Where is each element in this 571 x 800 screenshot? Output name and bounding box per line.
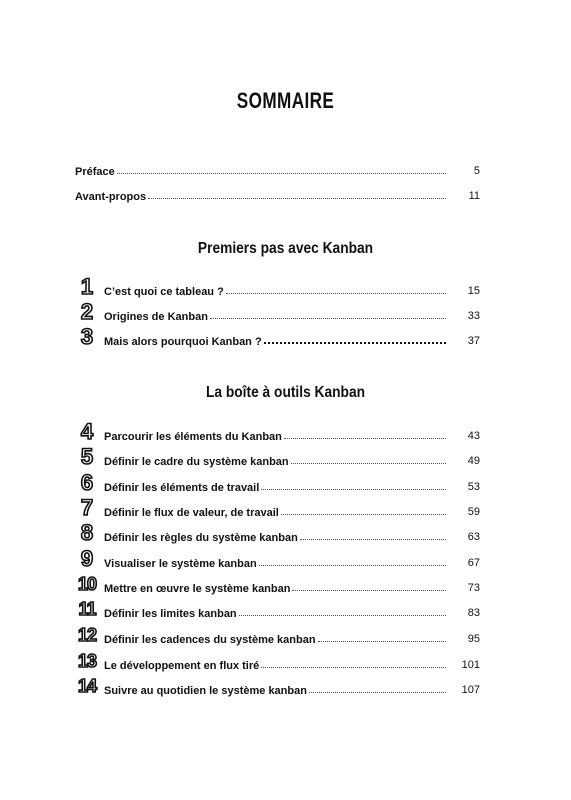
entry-label: Définir les cadences du système kanban: [104, 634, 316, 646]
chapter-number-badge: 4: [80, 419, 94, 444]
dot-leader: [300, 538, 446, 540]
entry-label: Parcourir les éléments du Kanban: [104, 431, 282, 443]
chapter-number-badge: 1: [80, 274, 94, 299]
dot-leader: [259, 564, 446, 566]
chapter-number-badge: 9: [80, 546, 94, 571]
toc-entry-chapter-14[interactable]: [104, 679, 480, 697]
chapter-number-badge: 12: [77, 625, 97, 645]
entry-page-number: 43: [467, 430, 480, 442]
entry-page-number: 107: [461, 684, 480, 696]
entry-label: Suivre au quotidien le système kanban: [104, 685, 307, 697]
dot-leader: [210, 317, 446, 319]
section-title-boite-a-outils: La boîte à outils Kanban: [205, 384, 366, 401]
entry-page-number: 5: [473, 165, 480, 177]
dot-leader: [309, 691, 446, 693]
dot-leader: [291, 462, 446, 464]
entry-page-number: 59: [467, 506, 480, 518]
chapter-number-badge: 10: [77, 574, 97, 594]
toc-entry-chapter-9[interactable]: [104, 552, 480, 570]
toc-entry-chapter-6[interactable]: [104, 476, 480, 494]
entry-label: Avant-propos: [75, 191, 147, 203]
entry-label: Mettre en œuvre le système kanban: [104, 583, 291, 595]
dot-leader: [261, 488, 446, 490]
entry-label: Visualiser le système kanban: [104, 558, 257, 570]
entry-page-number: 73: [467, 582, 480, 594]
toc-entry-avant-propos[interactable]: [75, 185, 480, 203]
toc-entry-chapter-8[interactable]: [104, 526, 480, 544]
entry-page-number: 15: [467, 285, 480, 297]
dot-leader: [281, 513, 446, 515]
dot-leader: [292, 589, 446, 591]
entry-label: Définir les éléments de travail: [104, 482, 260, 494]
toc-entry-chapter-7[interactable]: [104, 501, 480, 519]
chapter-number-badge: 11: [78, 599, 96, 619]
toc-entry-chapter-10[interactable]: [104, 577, 480, 595]
dot-leader: [264, 341, 446, 344]
entry-page-number: 95: [467, 633, 480, 645]
chapter-number-badge: 7: [80, 495, 94, 520]
entry-label: Mais alors pourquoi Kanban ?: [104, 336, 262, 348]
entry-page-number: 83: [467, 607, 480, 619]
section-title-premiers-pas: Premiers pas avec Kanban: [197, 240, 374, 257]
toc-entry-chapter-4[interactable]: [104, 425, 480, 443]
dot-leader: [148, 197, 446, 199]
entry-page-number: 37: [467, 335, 480, 347]
toc-entry-chapter-2[interactable]: [104, 305, 480, 323]
chapter-number-badge: 6: [80, 470, 94, 495]
entry-page-number: 11: [468, 190, 480, 202]
dot-leader: [226, 292, 446, 294]
entry-label: Définir les limites kanban: [104, 608, 237, 620]
entry-label: Définir le flux de valeur, de travail: [104, 507, 279, 519]
entry-page-number: 63: [467, 531, 480, 543]
toc-entry-chapter-5[interactable]: [104, 450, 480, 468]
toc-entry-chapter-1[interactable]: [104, 280, 480, 298]
entry-label: Définir le cadre du système kanban: [104, 456, 289, 468]
entry-label: Définir les règles du système kanban: [104, 532, 298, 544]
chapter-number-badge: 8: [80, 520, 94, 545]
entry-page-number: 101: [461, 659, 480, 671]
entry-label: C’est quoi ce tableau ?: [104, 286, 224, 298]
toc-entry-preface[interactable]: [75, 160, 480, 178]
chapter-number-badge: 5: [80, 444, 94, 469]
toc-entry-chapter-13[interactable]: [104, 654, 480, 672]
chapter-number-badge: 14: [77, 676, 97, 696]
chapter-number-badge: 2: [80, 299, 94, 324]
toc-entry-chapter-3[interactable]: [104, 330, 480, 348]
dot-leader: [284, 437, 446, 439]
entry-page-number: 53: [467, 481, 480, 493]
dot-leader: [117, 172, 446, 174]
toc-entry-chapter-12[interactable]: [104, 628, 480, 646]
dot-leader: [261, 666, 446, 668]
entry-page-number: 33: [467, 310, 480, 322]
entry-label: Le développement en flux tiré: [104, 660, 260, 672]
page-title: SOMMAIRE: [236, 88, 335, 113]
dot-leader: [318, 640, 446, 642]
entry-page-number: 67: [467, 557, 480, 569]
chapter-number-badge: 3: [80, 324, 94, 349]
entry-label: Origines de Kanban: [104, 311, 208, 323]
entry-label: Préface: [75, 166, 115, 178]
dot-leader: [239, 614, 446, 616]
entry-page-number: 49: [467, 455, 480, 467]
chapter-number-badge: 13: [77, 651, 97, 671]
toc-entry-chapter-11[interactable]: [104, 602, 480, 620]
